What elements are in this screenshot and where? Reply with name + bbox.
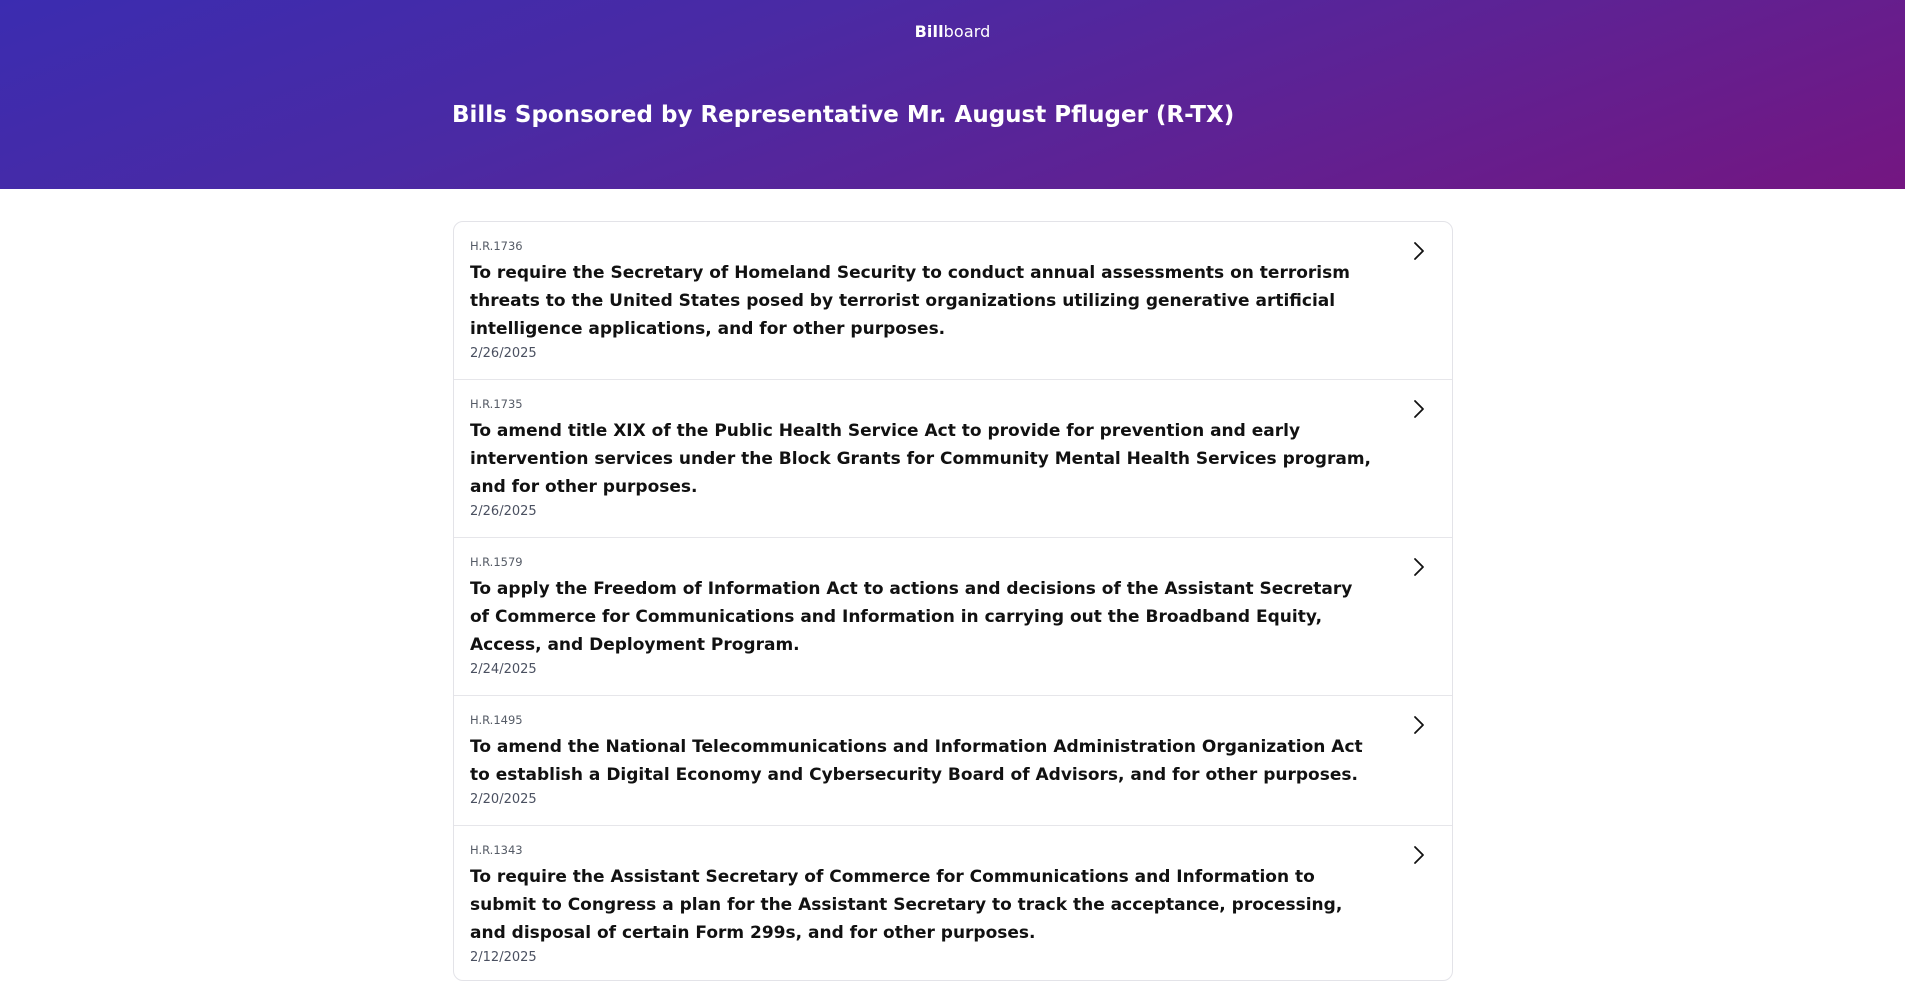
page-title: Bills Sponsored by Representative Mr. August Pfluger (R-TX) (452, 102, 1235, 128)
bill-number: H.R.1495 (470, 713, 523, 727)
bill-number: H.R.1343 (470, 843, 523, 857)
bill-list-item[interactable] (454, 696, 1452, 826)
bill-list-item[interactable] (454, 826, 1452, 981)
chevron-right-icon[interactable] (1408, 556, 1430, 578)
bill-number: H.R.1736 (470, 239, 523, 253)
bill-date: 2/24/2025 (470, 662, 537, 677)
bill-title: To amend the National Telecommunications and Information Administration Organization Act to establish a Digital Economy and Cybersecurity Board of Advisors, and for other purposes. (470, 737, 1363, 785)
chevron-right-icon[interactable] (1408, 844, 1430, 866)
bill-date: 2/20/2025 (470, 792, 537, 807)
brand-logo-bold: Bill (914, 22, 944, 41)
chevron-right-icon[interactable] (1408, 398, 1430, 420)
bill-title: To require the Secretary of Homeland Security to conduct annual assessments on terrorism threats to the United States posed by terrorist organizations utilizing generative artificial intelligence applications, and for other purposes. (470, 263, 1350, 339)
bill-list (453, 221, 1453, 981)
chevron-right-icon[interactable] (1408, 714, 1430, 736)
bill-list-item[interactable] (454, 380, 1452, 538)
brand-logo-rest: board (943, 22, 991, 41)
bill-title: To amend title XIX of the Public Health Service Act to provide for prevention and early intervention services under the Block Grants for Community Mental Health Services program, and for other purposes. (470, 421, 1371, 497)
bill-date: 2/26/2025 (470, 504, 537, 519)
bill-list-item[interactable] (454, 222, 1452, 380)
bill-number: H.R.1735 (470, 397, 523, 411)
brand-logo[interactable] (0, 22, 1905, 41)
bill-number: H.R.1579 (470, 555, 523, 569)
bill-date: 2/26/2025 (470, 346, 537, 361)
page-header (0, 0, 1905, 189)
bill-date: 2/12/2025 (470, 950, 537, 965)
bill-list-item[interactable] (454, 538, 1452, 696)
bill-title: To require the Assistant Secretary of Commerce for Communications and Information to submit to Congress a plan for the Assistant Secretary to track the acceptance, processing, and disposal of certain Form 299s, and for other purposes. (470, 867, 1343, 943)
bill-title: To apply the Freedom of Information Act to actions and decisions of the Assistant Secretary of Commerce for Communications and Information in carrying out the Broadband Equity, Access, and Deployment Program. (470, 579, 1353, 655)
chevron-right-icon[interactable] (1408, 240, 1430, 262)
